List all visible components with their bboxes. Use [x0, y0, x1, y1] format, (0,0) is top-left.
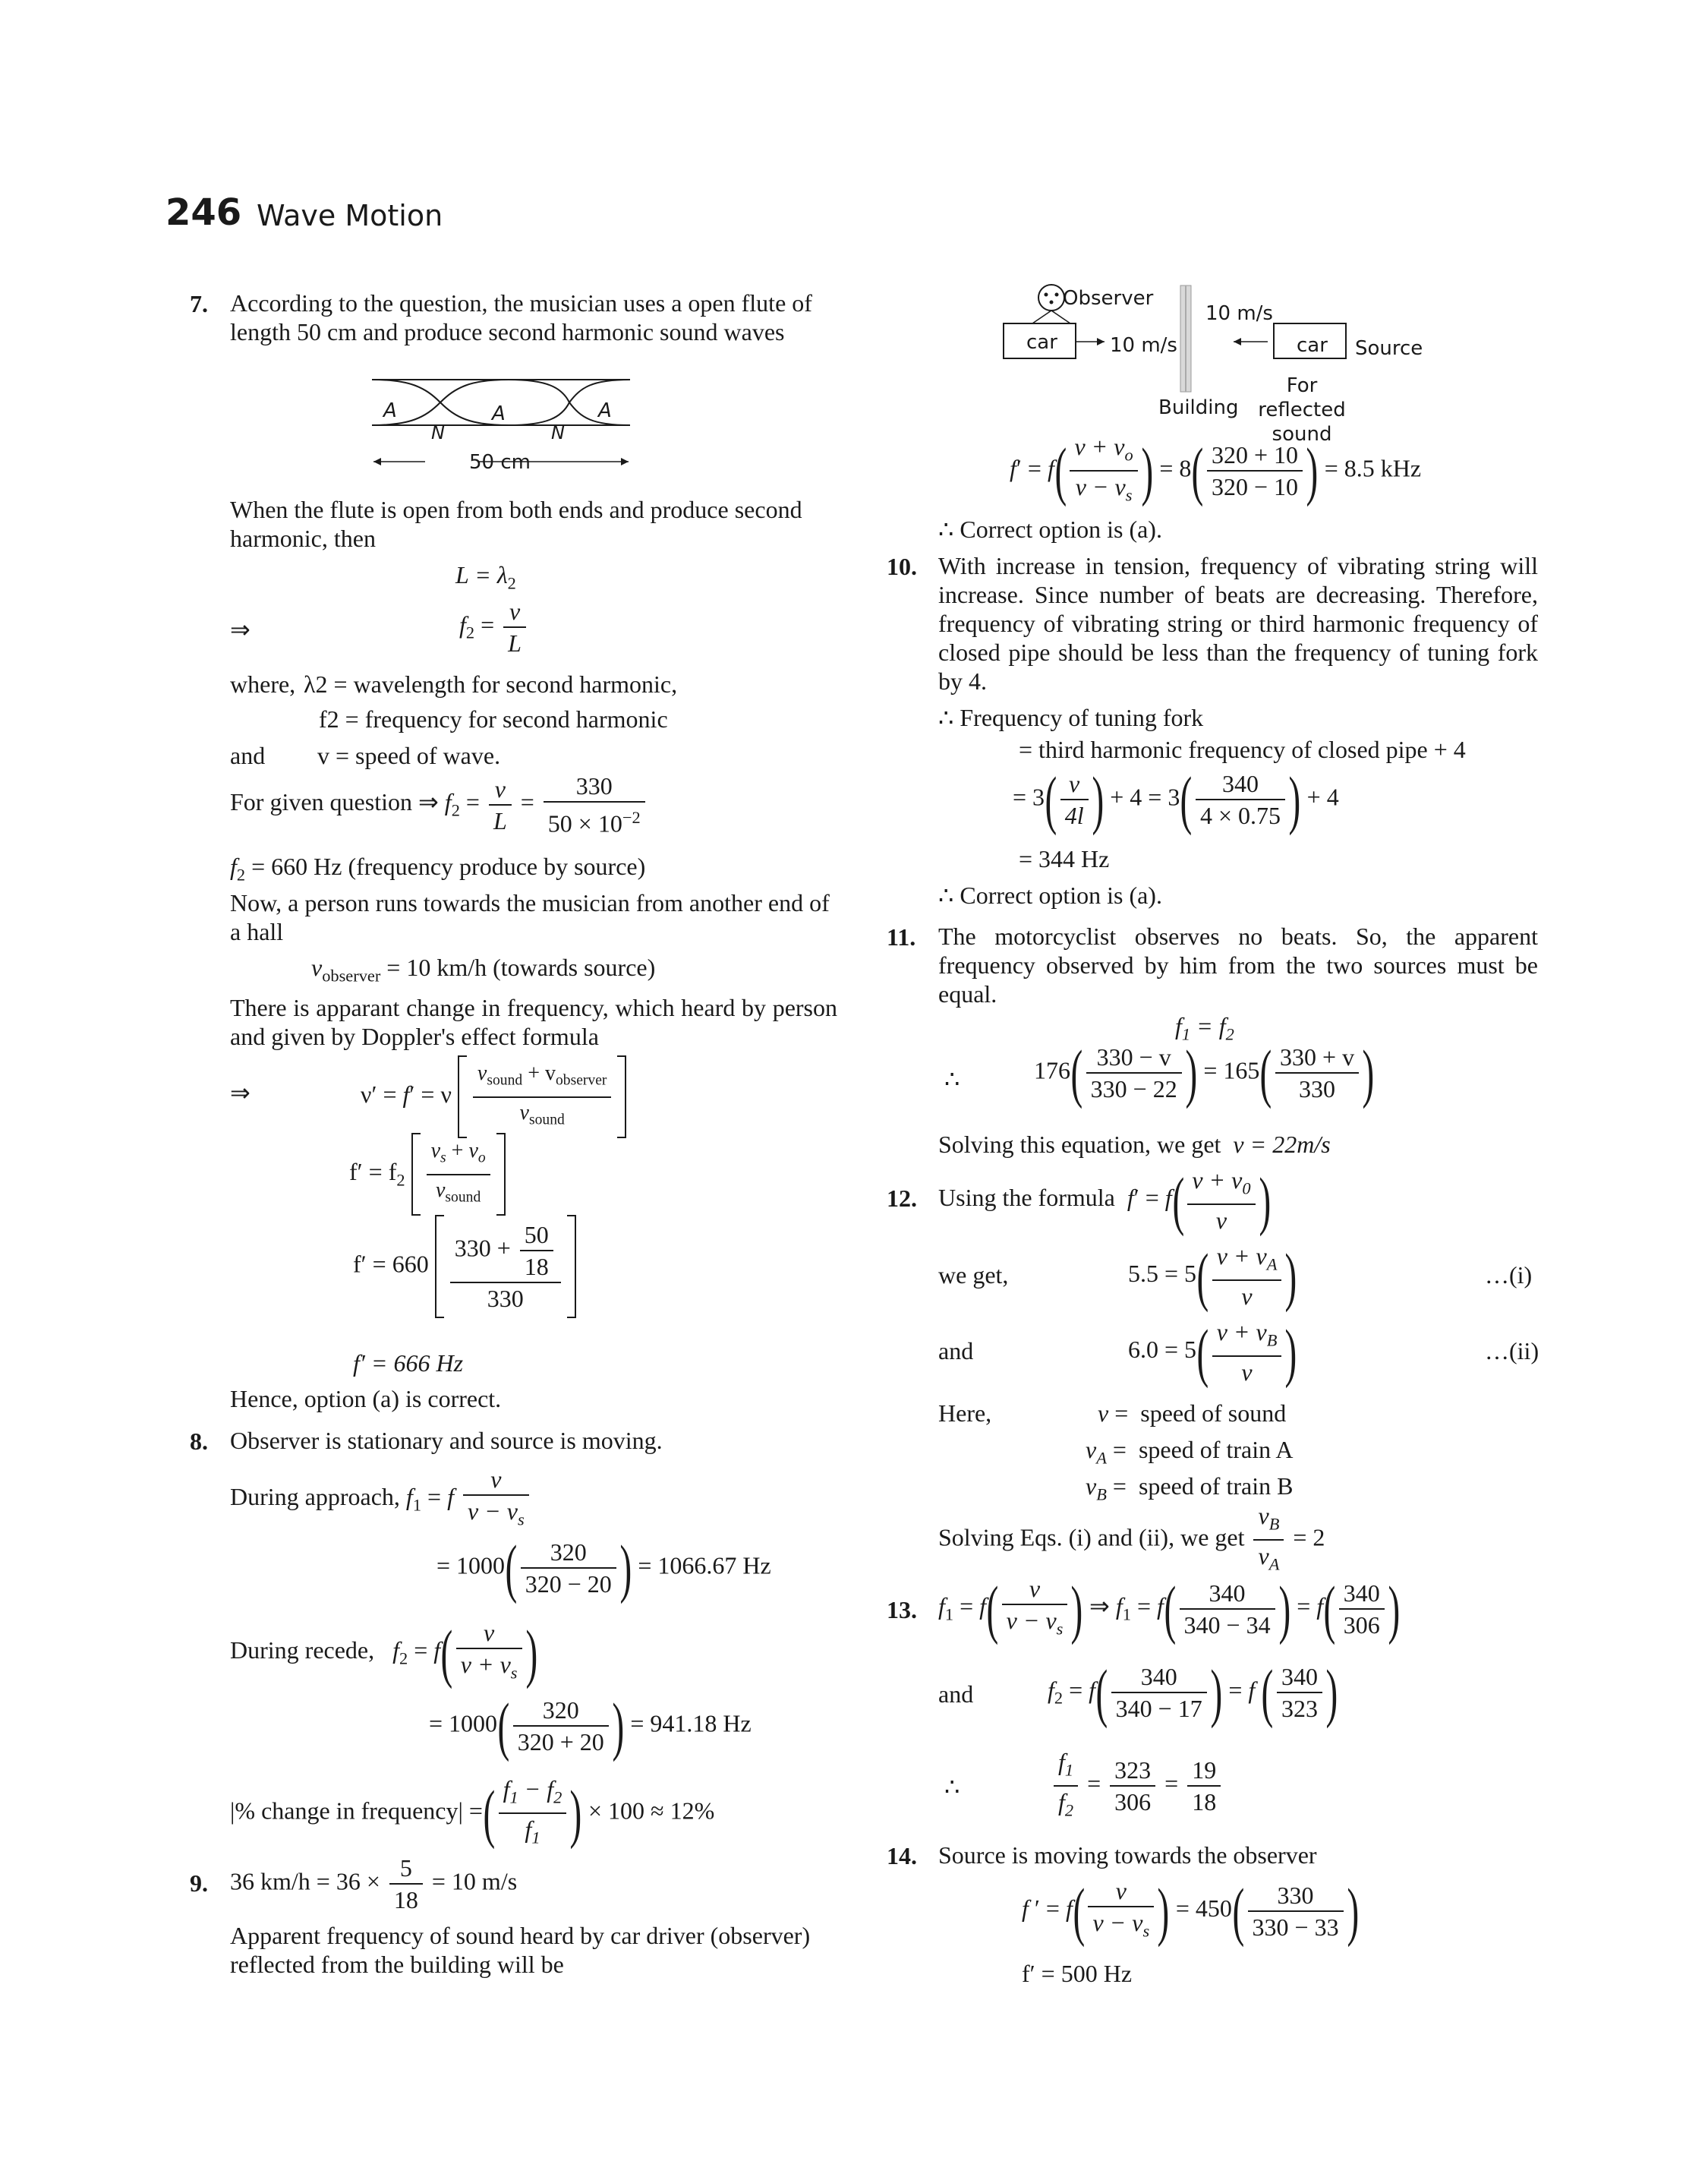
denominator: $v - v_s$ [467, 1497, 525, 1529]
numerator [450, 1219, 561, 1283]
q8-calc-1: = 1000( $\frac{320}{320 - 20}$ ) = 1066.67 Hz [436, 1532, 771, 1604]
solve-result: v = 22m/s [1233, 1131, 1331, 1158]
fraction [427, 1136, 490, 1213]
numerator: v [1088, 1875, 1154, 1907]
numerator: 340 [1180, 1578, 1275, 1610]
f2-result-text: = 660 Hz (frequency produce by source) [251, 853, 646, 880]
v-symbol: v [311, 954, 323, 981]
q10-line-3: = 3( $\frac{v}{4l}$ ) + 4 = 3( $\frac{340}{4 \times 0.75}$ ) + 4 [1013, 763, 1339, 836]
numerator: 340 [1196, 768, 1285, 800]
calc2-result: = 941.18 Hz [630, 1709, 752, 1737]
q13-eq-1: $f_1 = f$( $\frac{v}{v - v_s}$ ) ⇒ $f_1 = f$( $\frac{340}{340 - 34}$ ) = f( $\frac{340}{306}$ ) [938, 1572, 1400, 1645]
q12-and: and [938, 1337, 974, 1364]
numerator: v [463, 1464, 529, 1496]
f2-result [230, 852, 645, 889]
l3-end: + 4 [1306, 783, 1339, 811]
q14-number: 14. [887, 1842, 917, 1869]
q12-eq-1-tag: …(i) [1485, 1261, 1533, 1289]
fraction-values [1196, 768, 1285, 831]
den-330: 330 [487, 1285, 524, 1312]
fraction-values [1111, 1661, 1207, 1724]
f-symbol: f [230, 853, 237, 880]
denominator: 330 − 22 [1090, 1075, 1177, 1103]
plus-v: + v [528, 1062, 556, 1085]
denominator: $v - v_s$ [1006, 1607, 1064, 1639]
num-330: 330 + [454, 1234, 511, 1262]
q11-equation: 176( $\frac{330 - v}{330 - 22}$ ) = 165( $\frac{330 + v}{330}$ ) [1034, 1036, 1375, 1109]
q14-equation: f ′ = f( $\frac{v}{v - v_s}$ ) = 450( $\frac{330}{330 - 33}$ ) [1022, 1874, 1359, 1948]
numerator: 330 + v [1275, 1042, 1359, 1074]
numerator: 320 [521, 1537, 616, 1569]
f-prime-666: f′ = 666 Hz [353, 1349, 464, 1377]
q13-eq-2: $f_2 = f$( $\frac{340}{340 - 17}$ ) = f ( $\frac{340}{323}$ ) [1048, 1656, 1338, 1729]
q12-def-1: v = speed of sound [1098, 1399, 1287, 1427]
numerator: $f_1$ [1054, 1746, 1078, 1787]
q9-number: 9. [190, 1869, 208, 1897]
l3-pre: = 3 [1013, 783, 1045, 811]
calc1-pre: = 1000 [436, 1551, 506, 1579]
sub-sound: sound [445, 1189, 481, 1206]
numerator: 323 [1110, 1755, 1155, 1787]
sub-sound-den: sound [528, 1112, 565, 1128]
q7-implies-2: ⇒ [230, 1079, 251, 1106]
q12-eq-2-tag: …(ii) [1485, 1337, 1539, 1364]
fraction-simplified [1339, 1578, 1385, 1640]
inner-fraction [520, 1219, 553, 1282]
eq-result: = 8.5 kHz [1324, 454, 1422, 482]
numerator: $v + v_B$ [1212, 1317, 1282, 1357]
calc2-pre: = 1000 [429, 1709, 498, 1737]
numerator: $v_{sound} + v_{observer}$ [473, 1058, 612, 1098]
denominator: $v + v_s$ [460, 1651, 518, 1683]
numerator: v [456, 1617, 522, 1649]
fig-speed-left: 10 m/s [1110, 334, 1177, 357]
denominator: $v - v_s$ [1075, 473, 1133, 505]
doppler-formula: ν′ = f′ = ν $\frac{v_{sound} + v_{observer}}{v_{sound}}$ [361, 1055, 626, 1138]
f-prime-f2: $f' = f_2$ $\frac{v_s + v_o}{v_{sound}}$ [349, 1133, 506, 1216]
q12-eq-2: 6.0 = 5( $\frac{v + v_B}{v}$ ) [1128, 1315, 1297, 1389]
q13-ratio: $\frac{f_1}{f_2}$ = $\frac{323}{306}$ = $\frac{19}{18}$ [1051, 1746, 1224, 1826]
fraction [389, 1853, 423, 1915]
q8-calc-2: = 1000( $\frac{320}{320 + 20}$ ) = 941.18 Hz [429, 1689, 752, 1762]
denominator: 330 − 33 [1252, 1913, 1339, 1941]
q7-paragraph-3: There is apparant change in frequency, which heard by person and given by Doppler's effect formula [230, 994, 837, 1050]
denominator: 18 [393, 1886, 418, 1913]
q9-conclusion: ∴ Correct option is (a). [938, 516, 1162, 543]
q11-number: 11. [887, 923, 916, 951]
q8-approach: During approach, $f_1 = f$ $\frac{v}{v - v_s}$ [230, 1464, 532, 1535]
numerator: $v_B$ [1253, 1500, 1284, 1541]
numerator: $f_1 - f_2$ [499, 1774, 567, 1814]
fig-source-label: Source [1355, 337, 1423, 360]
flute-label-a3: A [598, 399, 612, 422]
fraction [1187, 1165, 1255, 1235]
eq1-pre: 5.5 = 5 [1128, 1260, 1197, 1288]
numerator: 340 [1111, 1661, 1207, 1693]
fig-car-right: car [1297, 334, 1328, 357]
numerator: $v + v_o$ [1070, 431, 1137, 472]
eq-pre: = 450 [1175, 1894, 1232, 1923]
denominator: 340 − 34 [1183, 1610, 1271, 1639]
q9-equation: f′ = f( $\frac{v + v_o}{v - v_s}$ ) = 8( $\frac{320 + 10}{320 - 10}$ ) = 8.5 kHz [1010, 431, 1421, 511]
q12-weget: we get, [938, 1261, 1009, 1289]
eq2-pre: 6.0 = 5 [1128, 1336, 1197, 1364]
q12-def-2: $v_A$ = speed of train A [1086, 1436, 1294, 1468]
change-result: × 100 ≈ 12% [588, 1797, 715, 1825]
q13-number: 13. [887, 1596, 917, 1623]
fraction [1253, 1500, 1284, 1580]
flute-label-a1: A [383, 399, 397, 422]
q13-therefore: ∴ [944, 1773, 960, 1800]
numerator: $v + v_0$ [1187, 1165, 1255, 1205]
f-660-label: f′ = 660 [353, 1250, 429, 1278]
denominator: v [1241, 1358, 1253, 1386]
numerator: $v_s + v_o$ [427, 1136, 490, 1175]
numerator: 320 [513, 1695, 609, 1727]
bracket [411, 1133, 506, 1216]
numerator: v [503, 596, 526, 628]
fraction-values [1207, 440, 1303, 502]
fraction-values [1248, 1880, 1344, 1942]
q10-text: With increase in tension, frequency of vibrating string will increase. Since number of beats are decreasing. Therefore, frequency of vibrating string or third harmonic frequency of closed pipe should be less than the frequency of tuning fork by 4. [938, 552, 1538, 695]
conv-result: = 10 m/s [431, 1867, 518, 1895]
q7-paragraph-2: Now, a person runs towards the musician from another end of a hall [230, 889, 830, 945]
q8-recede: During recede, $f_2 = f$( $\frac{v}{v + v_s}$ ) [230, 1616, 537, 1689]
approach-label: During approach, [230, 1483, 400, 1511]
den-sup: −2 [622, 808, 641, 827]
denominator: 306 [1114, 1788, 1152, 1816]
q7-paragraph-1: When the flute is open from both ends and produce second harmonic, then [230, 496, 802, 552]
sub-sound: sound [487, 1072, 523, 1089]
fraction [499, 1774, 567, 1853]
numerator: v [1060, 768, 1089, 800]
eq-text: L = λ [455, 561, 508, 588]
denominator: 306 [1343, 1610, 1380, 1639]
rhs-pre: = 165 [1203, 1056, 1260, 1084]
q11-therefore: ∴ [944, 1065, 960, 1093]
fraction-formula [1088, 1875, 1154, 1946]
q12-number: 12. [887, 1185, 917, 1212]
sub-observer: observer [555, 1072, 607, 1089]
v-sub: observer [322, 966, 381, 986]
fraction [513, 1695, 609, 1757]
numerator: 330 − v [1086, 1042, 1182, 1074]
numerator: 320 + 10 [1207, 440, 1303, 472]
q10-number: 10. [887, 553, 917, 580]
f-symbol: f [444, 788, 452, 816]
flute-label-a2: A [492, 402, 506, 425]
numerator: 330 [544, 771, 645, 803]
denominator: $v_A$ [1258, 1542, 1280, 1574]
where-line-2: f2 = frequency for second harmonic [319, 705, 668, 733]
q7-eq-l-lambda [455, 560, 516, 598]
l3-mid: + 4 = 3 [1110, 783, 1180, 811]
q12-eq-1: 5.5 = 5( $\frac{v + v_A}{v}$ ) [1128, 1239, 1297, 1313]
q14-result: f′ = 500 Hz [1022, 1960, 1133, 1987]
q7-number: 7. [190, 290, 208, 317]
q10-conclusion: ∴ Correct option is (a). [938, 882, 1162, 909]
and-label: and [230, 742, 266, 769]
fraction-values [1180, 1578, 1275, 1640]
given-equation: For given question ⇒ $f_2$ = $\frac{v}{L}$ = $\frac{330}{50 \times 10^{-2}}$ [230, 771, 648, 839]
denominator: 18 [1192, 1788, 1217, 1816]
change-label: |% change in frequency| = [230, 1797, 483, 1825]
lhs-pre: 176 [1034, 1056, 1070, 1084]
denominator: L [493, 806, 507, 834]
fraction [473, 1058, 612, 1135]
q7-implies: ⇒ [230, 616, 251, 643]
q8-change: |% change in frequency| =( $\frac{f_1 - f_2}{f_1}$ ) × 100 ≈ 12% [230, 1774, 714, 1853]
fraction [503, 596, 526, 658]
q12-here: Here, [938, 1399, 992, 1427]
fraction-rhs [1275, 1042, 1359, 1104]
num-50: 50 [520, 1219, 553, 1251]
fraction [1060, 768, 1089, 831]
q11-f1-f2: $f_1 = f_2$ [1175, 1012, 1234, 1044]
fraction [463, 1464, 529, 1535]
denominator: 4l [1064, 802, 1084, 829]
fig-speed-top: 10 m/s [1205, 302, 1273, 325]
fraction-formula [1002, 1573, 1068, 1644]
q12-solve [938, 1500, 1325, 1580]
fraction-f [1054, 1746, 1078, 1826]
def3-text: speed of train B [1138, 1472, 1294, 1500]
numerator: 340 [1339, 1578, 1385, 1610]
denominator: 4 × 0.75 [1199, 802, 1281, 829]
fraction [1212, 1317, 1282, 1387]
denominator: 340 − 17 [1115, 1695, 1202, 1722]
def1-text: speed of sound [1140, 1399, 1287, 1427]
numerator: 330 [1248, 1880, 1344, 1912]
den-text: 50 × 10 [547, 809, 622, 838]
chapter-title: Wave Motion [257, 199, 443, 232]
f-symbol: f [459, 610, 466, 639]
q10-line-4: = 344 Hz [1019, 845, 1110, 872]
v-observer-value: = 10 km/h (towards source) [386, 954, 656, 981]
fig-observer-label: Observer [1063, 287, 1154, 310]
bracket [458, 1055, 627, 1138]
denominator: L [508, 629, 522, 657]
fig-reflected-label: For reflected sound [1258, 374, 1346, 446]
q12-formula: Using the formula f′ = f( $\frac{v + v_0}{v}$ ) [938, 1163, 1271, 1237]
f-sub: 2 [465, 623, 475, 642]
fraction-v-l [489, 774, 512, 836]
f-sub: 2 [236, 865, 246, 885]
f-prime-660 [353, 1215, 576, 1318]
flute-label-n1: N [431, 422, 445, 443]
calc1-result: = 1066.67 Hz [638, 1551, 771, 1579]
numerator: 340 [1277, 1661, 1322, 1693]
q14-text: Source is moving towards the observer [938, 1841, 1317, 1869]
where-line-1: λ2 = wavelength for second harmonic, [304, 670, 678, 698]
solve-text: Solving Eqs. (i) and (ii), we get [938, 1523, 1245, 1551]
numerator: $v + v_A$ [1212, 1241, 1282, 1281]
solve-text: Solving this equation, we get [938, 1131, 1221, 1158]
q9-text: Apparent frequency of sound heard by car driver (observer) reflected from the building will be [230, 1922, 811, 1978]
q10-line-1: ∴ Frequency of tuning fork [938, 704, 1204, 731]
denominator: $v_{sound}$ [435, 1178, 481, 1206]
numerator: v [489, 774, 512, 806]
q10-line-2: = third harmonic frequency of closed pipe + 4 [1019, 736, 1466, 763]
fraction [1212, 1241, 1282, 1311]
denominator: $f_1$ [525, 1815, 540, 1847]
eq-sub: 2 [507, 573, 516, 593]
fraction-323 [1110, 1755, 1155, 1817]
fraction [1070, 431, 1137, 511]
formula-label: Using the formula [938, 1184, 1115, 1212]
fraction [450, 1219, 561, 1314]
denominator: 320 − 20 [525, 1570, 612, 1598]
denominator: 323 [1281, 1695, 1318, 1722]
numerator: 5 [389, 1853, 423, 1885]
flute-length-label: 50 cm [469, 451, 531, 474]
conv-label: 36 km/h = 36 × [230, 1867, 380, 1895]
denominator: 320 − 10 [1212, 473, 1299, 501]
q13-and: and [938, 1680, 974, 1708]
denominator [544, 803, 645, 839]
denominator: $v_{sound}$ [519, 1100, 565, 1128]
denominator: 320 + 20 [517, 1728, 604, 1756]
fig-building-label: Building [1158, 396, 1239, 419]
solve-result: = 2 [1293, 1523, 1325, 1551]
fraction-19 [1187, 1755, 1221, 1817]
where-label: where, [230, 670, 296, 698]
page-number: 246 [165, 191, 242, 234]
given-label: For given question ⇒ [230, 788, 439, 816]
v-observer-line [311, 953, 655, 990]
fraction [456, 1617, 522, 1688]
denominator: v [1215, 1207, 1227, 1235]
eq-pre: = 8 [1159, 454, 1192, 482]
f-c1-label: f′ = f [349, 1157, 397, 1185]
q11-solve [938, 1130, 1331, 1159]
fraction-330 [544, 771, 645, 839]
q12-def-3: $v_B$ = speed of train B [1086, 1472, 1294, 1504]
denominator: v [1241, 1282, 1253, 1311]
fraction [521, 1537, 616, 1599]
fig-car-left: car [1026, 331, 1057, 354]
num-18: 18 [524, 1253, 549, 1280]
denominator: 330 [1299, 1075, 1336, 1103]
q8-number: 8. [190, 1427, 208, 1455]
denominator: $f_2$ [1058, 1788, 1074, 1820]
numerator: v [1002, 1573, 1068, 1605]
q8-intro: Observer is stationary and source is moving. [230, 1427, 663, 1454]
bracket [435, 1215, 576, 1318]
fraction-simplified [1277, 1661, 1322, 1724]
where-line-3: v = speed of wave. [317, 742, 501, 769]
f-sub: 2 [451, 800, 460, 820]
flute-label-n2: N [551, 422, 565, 443]
fraction-lhs [1086, 1042, 1182, 1104]
def2-text: speed of train A [1138, 1436, 1294, 1463]
recede-label: During recede, [230, 1636, 375, 1664]
denominator: $v - v_s$ [1092, 1909, 1150, 1941]
numerator: 19 [1187, 1755, 1221, 1787]
q7-eq-f2: $f_2$ = $\frac{v}{L}$ [459, 596, 529, 658]
q7-conclusion: Hence, option (a) is correct. [230, 1385, 502, 1412]
q11-text: The motorcyclist observes no beats. So, the apparent frequency observed by him from the two sources must be equal. [938, 923, 1538, 1008]
q7-intro: According to the question, the musician uses a open flute of length 50 cm and produce second harmonic sound waves [230, 289, 812, 345]
q9-conversion [230, 1853, 517, 1915]
